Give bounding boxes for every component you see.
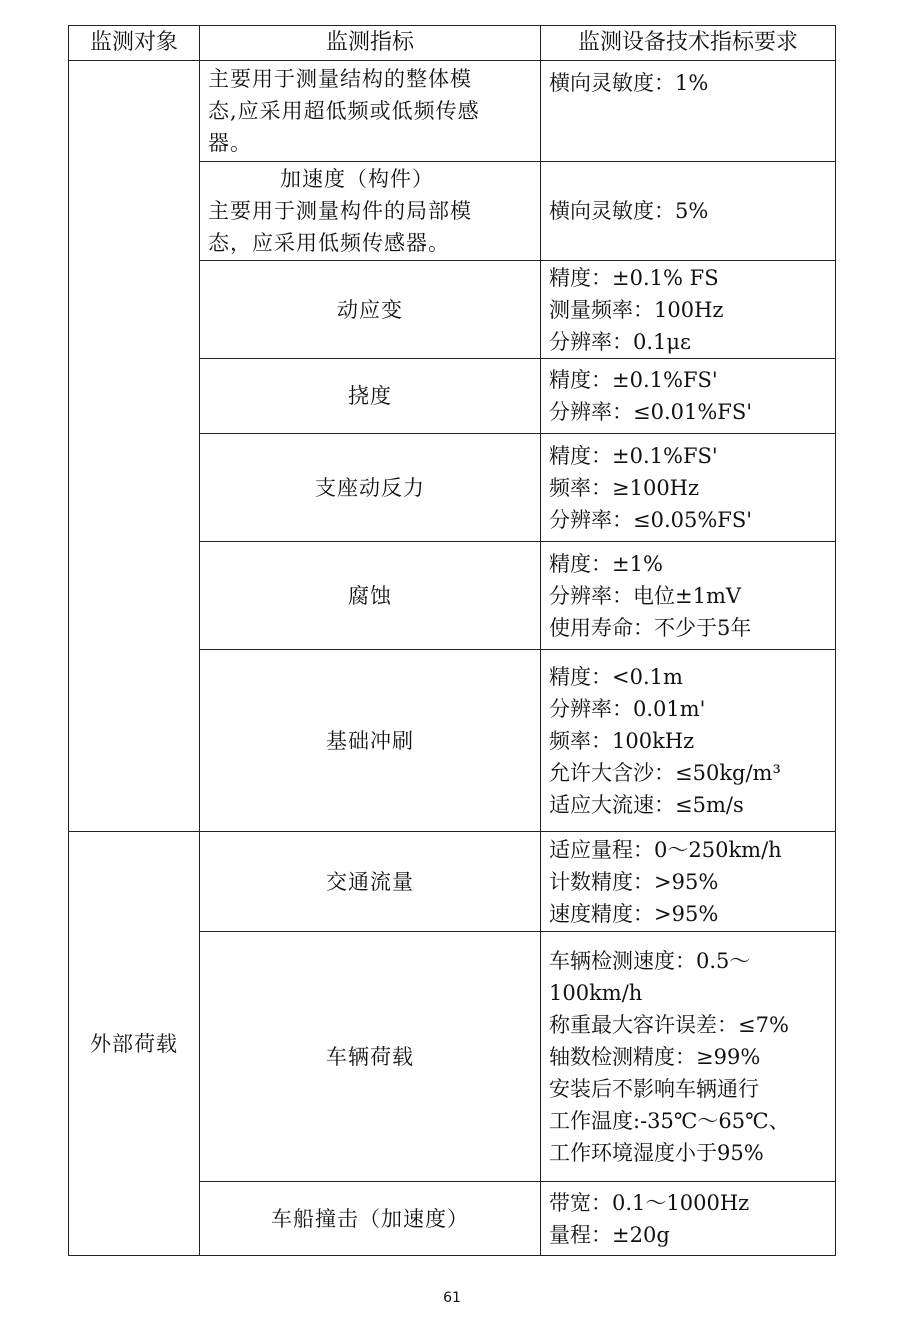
requirement-line: 安装后不影响车辆通行 [549, 1076, 759, 1101]
header-monitoring-indicator: 监测指标 [200, 26, 541, 61]
indicator-line: 挠度 [348, 384, 392, 408]
requirement-line: 分辨率：0.1με [549, 329, 691, 354]
requirement-line: 车辆检测速度：0.5～ [549, 948, 751, 973]
requirement-cell [541, 542, 836, 650]
requirement-line: 使用寿命：不少于5年 [549, 615, 752, 640]
requirement-line: 精度：±0.1%FS' [549, 368, 718, 392]
requirement-line: 精度：±1% [549, 551, 663, 576]
indicator-cell [200, 61, 541, 162]
requirement-line: 轴数检测精度：≥99% [549, 1044, 761, 1069]
requirement-line: 工作环境湿度小于95% [549, 1140, 764, 1165]
page-number: 61 [443, 1290, 461, 1306]
requirement-line: 100km/h [549, 980, 643, 1005]
indicator-cell [200, 261, 541, 359]
requirement-cell [541, 650, 836, 832]
indicator-cell [200, 650, 541, 832]
requirement-line: 精度：±0.1%FS' [549, 443, 718, 468]
requirement-line: 频率：100kHz [549, 728, 695, 753]
monitoring-spec-table [68, 25, 836, 1256]
indicator-cell [200, 162, 541, 261]
indicator-line: 腐蚀 [348, 583, 392, 608]
indicator-cell [200, 542, 541, 650]
requirement-line: 频率：≥100Hz [549, 475, 700, 500]
requirement-cell [541, 1182, 836, 1256]
indicator-line: 交通流量 [326, 869, 414, 894]
indicator-cell [200, 359, 541, 434]
requirement-line: 精度：<0.1m [549, 664, 683, 689]
indicator-cell [200, 932, 541, 1182]
indicator-line: 支座动反力 [315, 475, 425, 500]
indicator-cell [200, 1182, 541, 1256]
header-equipment-requirements: 监测设备技术指标要求 [541, 26, 836, 61]
requirement-cell [541, 832, 836, 932]
requirement-line: 分辨率：≤0.01%FS' [549, 400, 753, 424]
indicator-line: 器。 [208, 131, 252, 155]
requirement-line: 适应大流速：≤5m/s [549, 792, 744, 817]
requirement-line: 速度精度：>95% [549, 901, 719, 926]
requirement-line: 量程：±20g [549, 1222, 670, 1247]
requirement-line: 精度：±0.1% FS [549, 265, 719, 290]
indicator-line: 车辆荷载 [326, 1044, 414, 1069]
requirement-cell [541, 261, 836, 359]
requirement-line: 允许大含沙：≤50kg/m³ [549, 760, 781, 785]
indicator-cell [200, 434, 541, 542]
indicator-line: 主要用于测量结构的整体模 [208, 67, 472, 91]
requirement-line: 横向灵敏度：1% [549, 71, 709, 95]
table-row [69, 61, 836, 162]
requirement-cell [541, 61, 836, 162]
requirement-line: 横向灵敏度：5% [549, 199, 709, 223]
requirement-cell [541, 162, 836, 261]
requirement-cell [541, 932, 836, 1182]
object-cell-external-load: 外部荷载 [69, 832, 200, 1256]
indicator-line: 基础冲刷 [326, 728, 414, 753]
indicator-line: 车船撞击（加速度） [271, 1206, 469, 1231]
requirement-line: 适应量程：0～250km/h [549, 837, 782, 862]
indicator-line: 加速度（构件） [280, 167, 434, 191]
indicator-line: 态,应采用超低频或低频传感 [208, 99, 480, 123]
indicator-line: 动应变 [337, 297, 403, 322]
requirement-line: 分辨率：0.01m' [549, 696, 706, 721]
indicator-cell [200, 832, 541, 932]
requirement-cell [541, 434, 836, 542]
indicator-line: 主要用于测量构件的局部模 [208, 199, 472, 223]
requirement-line: 计数精度：>95% [549, 869, 719, 894]
indicator-line: 态，应采用低频传感器。 [208, 231, 450, 255]
requirement-line: 分辨率：电位±1mV [549, 583, 742, 608]
requirement-line: 测量频率：100Hz [549, 297, 724, 322]
table-row [69, 832, 836, 932]
requirement-line: 工作温度:-35℃～65℃、 [549, 1108, 790, 1133]
requirement-line: 分辨率：≤0.05%FS' [549, 507, 753, 532]
header-monitoring-object: 监测对象 [69, 26, 200, 61]
requirement-line: 带宽：0.1～1000Hz [549, 1190, 750, 1215]
requirement-line: 称重最大容许误差：≤7% [549, 1012, 789, 1037]
object-cell-structure [69, 61, 200, 832]
table-header-row [69, 26, 836, 61]
requirement-cell [541, 359, 836, 434]
